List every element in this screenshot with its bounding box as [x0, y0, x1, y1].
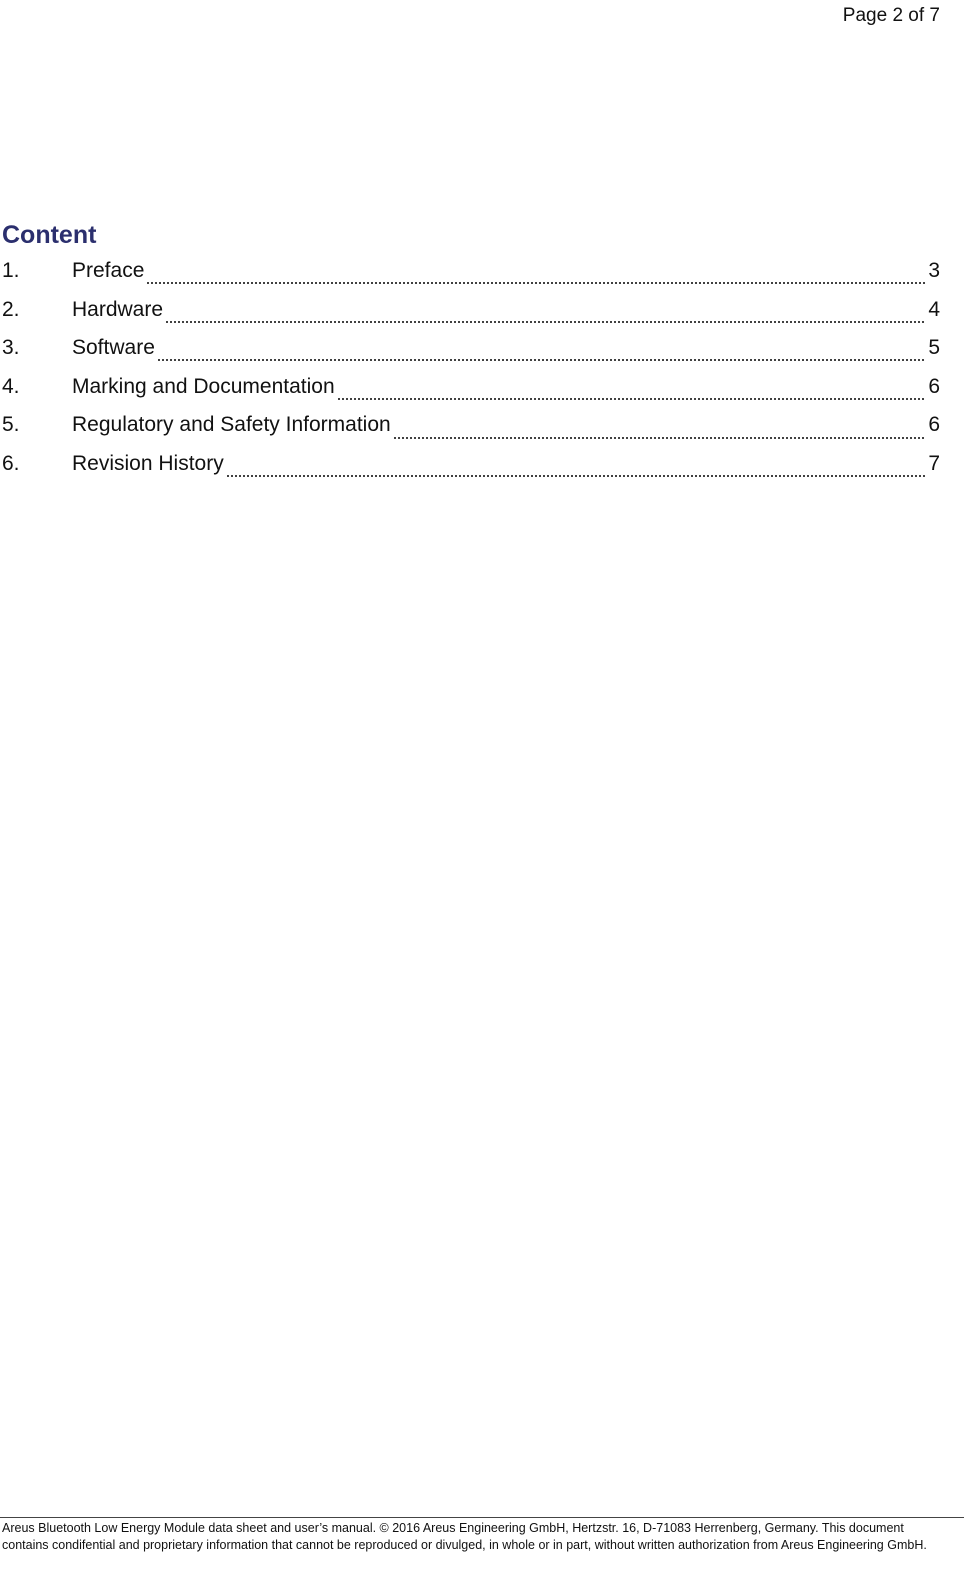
toc-entry-number: 3.	[2, 336, 20, 360]
toc-entry-page[interactable]: 5	[928, 336, 940, 360]
toc-entry-number: 4.	[2, 374, 20, 398]
footer-divider	[0, 1517, 964, 1518]
toc-entry-title[interactable]: Revision History	[72, 451, 224, 475]
toc-entry-regulatory-and-safety[interactable]	[0, 410, 940, 449]
toc-entry-number: 1.	[2, 259, 20, 282]
toc-heading: Content	[2, 221, 97, 249]
dot-leader	[165, 321, 926, 323]
toc-entry-number: 5.	[2, 413, 20, 437]
toc-entry-page[interactable]: 3	[928, 259, 940, 282]
toc-entry-number: 2.	[2, 297, 20, 321]
toc-entry-title[interactable]: Hardware	[72, 297, 164, 321]
toc-entry-hardware[interactable]	[0, 295, 940, 334]
toc-entry-number: 6.	[2, 451, 20, 475]
toc-entry-title[interactable]: Regulatory and Safety Information	[72, 413, 391, 437]
toc-entry-preface[interactable]	[0, 256, 940, 295]
page-number: Page 2 of 7	[842, 5, 940, 26]
footer-legal-notice: Areus Bluetooth Low Energy Module data sheet and user’s manual. © 2016 Areus Engineering GmbH, Hertzstr. 16, D-71083 Herrenberg, Germany. This document contains condifential and proprietary information that cannot be reproduced or divulged, in whole or in part, without written authorization from Areus Engineering GmbH.	[2, 1521, 927, 1552]
dot-leader	[146, 282, 926, 284]
toc-entry-title[interactable]: Software	[72, 336, 155, 360]
toc-entry-page[interactable]: 7	[928, 451, 940, 475]
dot-leader	[226, 475, 927, 477]
toc-entry-page[interactable]: 6	[928, 413, 940, 437]
toc-entry-software[interactable]	[0, 333, 940, 372]
dot-leader	[157, 359, 926, 361]
toc-entry-page[interactable]: 6	[928, 374, 940, 398]
toc-entry-marking-and-documentation[interactable]	[0, 372, 940, 411]
toc-entry-title[interactable]: Marking and Documentation	[72, 374, 335, 398]
dot-leader	[393, 437, 927, 439]
toc-entry-title[interactable]: Preface	[72, 259, 145, 282]
dot-leader	[337, 398, 927, 400]
toc-entry-revision-history[interactable]	[0, 449, 940, 488]
table-of-contents	[0, 256, 940, 488]
toc-entry-page[interactable]: 4	[928, 297, 940, 321]
